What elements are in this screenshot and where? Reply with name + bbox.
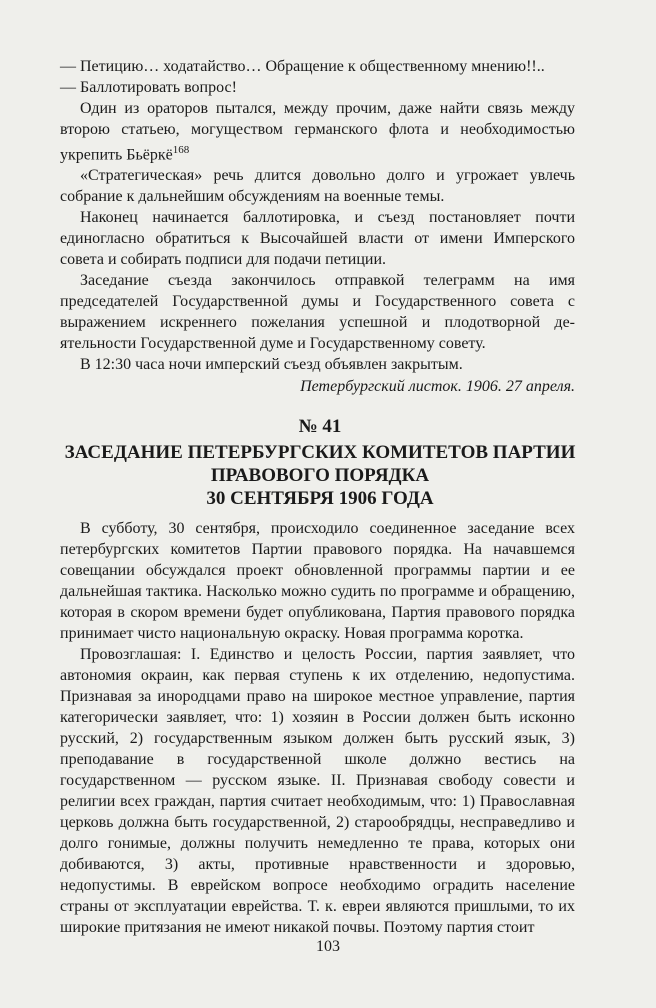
title-line: ЗАСЕДАНИЕ ПЕТЕРБУРГСКИХ КОМИТЕТОВ ПАРТИИ [64, 442, 576, 463]
body-text [60, 518, 575, 938]
page-number: 103 [316, 938, 340, 955]
footnote-marker: 168 [172, 144, 190, 156]
paragraph: Наконец начинается баллотировка, и съезд постановляет почти единогласно обратиться к Высочайшей власти от имени Имперского совета и собирать подписи для подачи петиции. [60, 209, 575, 269]
source-citation: Петербургский листок. 1906. 27 апреля. [300, 378, 575, 396]
top-text [60, 56, 575, 397]
paragraph: В субботу, 30 сентября, происходило соединенное заседание всех петербургских комитетов Партии правового порядка. На начавшемся совещании обсуждался проект обновленной программы партии и ее дальнейшая тактика. Насколько можно судить по программе и обращению, которая в скором времени будет опубликована, Партия правового порядка принимает чисто национальную окраску. Новая программа коротка. [60, 520, 575, 642]
paragraph-text: Один из ораторов пытался, между прочим, даже найти связь между второю статьею, могуществом германского флота и необходимостью укрепить Бьёркё [60, 100, 575, 164]
section-heading [40, 415, 600, 510]
document-number: № 41 [298, 416, 342, 437]
paragraph: В 12:30 часа ночи имперский съезд объявлен закрытым. [80, 356, 463, 374]
title-line: ПРАВОВОГО ПОРЯДКА [210, 465, 430, 486]
paragraph: Заседание съезда закончилось отправкой телеграмм на имя председателей Государственной думы и Государственного совета с выражением искреннего пожелания успешной и плодотворной деятельности Государственной думе и Государственному совету. [60, 272, 575, 353]
paragraph: Провозглашая: I. Единство и целость России, партия заявляет, что автономия окраин, как первая ступень к их отделению, недопустима. Признавая за инородцами право на широкое местное управление, партия категорически заявляет, что: 1) хозяин в России должен быть исконно русский, 2) государственным языком должен быть русский язык, 3) преподавание в государственной школе должно вестись на государственном — русском языке. II. Признавая свободу совести и религии всех граждан, партия считает необходимым, что: 1) Православная церковь должна быть государственной, 2) старообрядцы, несправедливо и долго гонимые, должны получить немедленно те права, которых они добиваются, 3) акты, противные нравственности и здоровью, недопустимы. В еврейском вопросе необходимо оградить население страны от эксплуатации еврейства. Т. к. евреи являются пришлыми, то их широкие притязания не имеют никакой почвы. Поэтому партия стоит [60, 646, 575, 936]
title-line: 30 СЕНТЯБРЯ 1906 ГОДА [206, 488, 434, 509]
paragraph: — Петицию… ходатайство… Обращение к общественному мнению!!.. [60, 58, 545, 75]
paragraph: «Стратегическая» речь длится довольно долго и угрожает увлечь собрание к дальнейшим обсуждениям на военные темы. [60, 167, 575, 206]
paragraph-with-footnote [60, 98, 575, 165]
paragraph: — Баллотировать вопрос! [60, 79, 237, 96]
